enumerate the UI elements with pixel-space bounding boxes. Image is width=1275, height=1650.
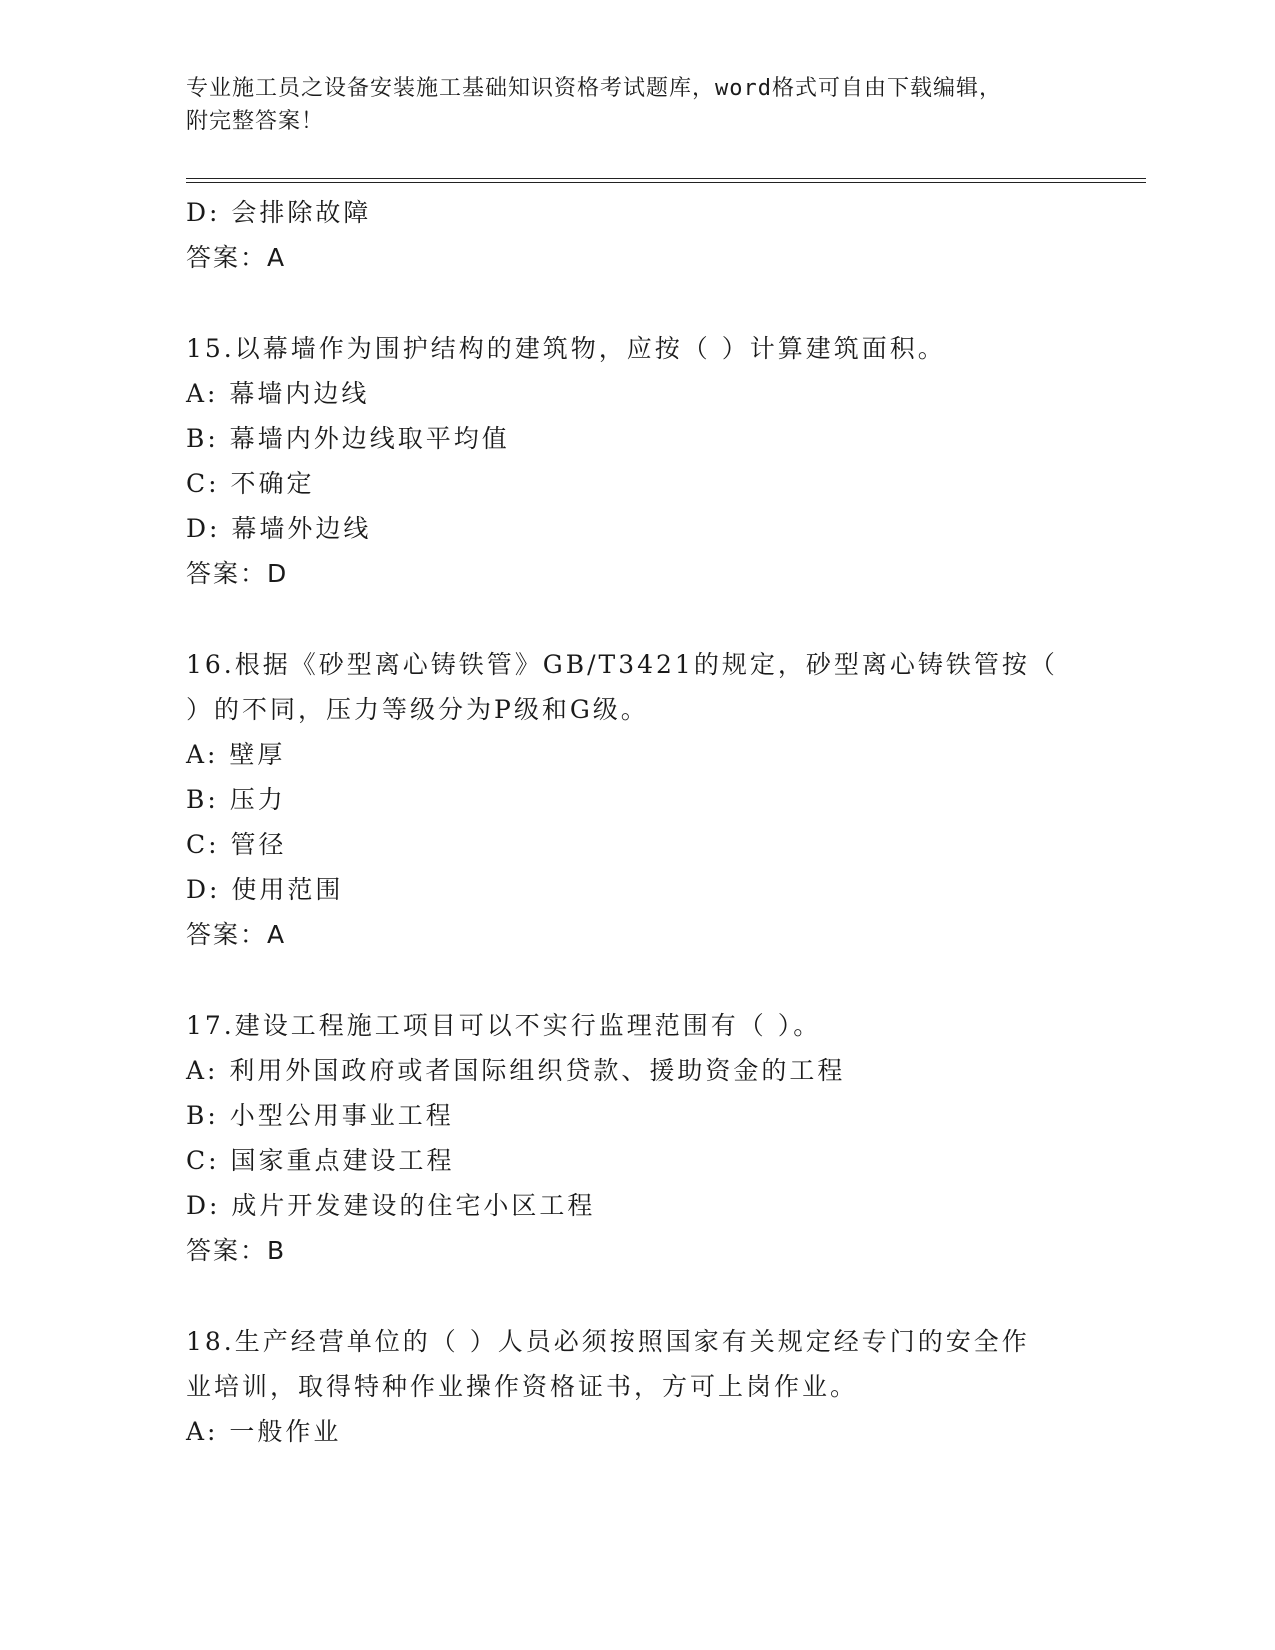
header-divider [186, 178, 1146, 183]
question-stem: 15.以幕墙作为围护结构的建筑物，应按（ ）计算建筑面积。 [186, 334, 946, 363]
option-a: A: 壁厚 [186, 740, 286, 769]
question-stem: 16.根据《砂型离心铸铁管》GB/T3421的规定，砂型离心铸铁管按（ [186, 650, 1058, 679]
question-stem: 18.生产经营单位的（ ）人员必须按照国家有关规定经专门的安全作 [186, 1327, 1030, 1356]
option-a: A: 利用外国政府或者国际组织贷款、援助资金的工程 [186, 1056, 846, 1085]
question-stem-continued: ）的不同，压力等级分为P级和G级。 [186, 695, 649, 724]
option-a: A: 幕墙内边线 [186, 379, 370, 408]
option-d: D: 成片开发建设的住宅小区工程 [186, 1191, 596, 1220]
option-d: D: 幕墙外边线 [186, 514, 372, 543]
option-b: B: 压力 [186, 785, 286, 814]
question-list [186, 190, 1146, 1454]
option-b: B: 幕墙内外边线取平均值 [186, 424, 510, 453]
question-18 [186, 1319, 1146, 1454]
question-17 [186, 1003, 1146, 1273]
option-c: C: 管径 [186, 830, 287, 859]
option-d: D: 使用范围 [186, 875, 344, 904]
header-line-2: 附完整答案！ [186, 109, 325, 134]
answer-line: 答案：B [186, 1236, 287, 1265]
option-d: D: 会排除故障 [186, 198, 372, 227]
answer-line: 答案：A [186, 243, 287, 272]
option-a: A: 一般作业 [186, 1417, 342, 1446]
header-line-1: 专业施工员之设备安装施工基础知识资格考试题库，word格式可自由下载编辑， [186, 76, 1002, 101]
question-16 [186, 642, 1146, 957]
document-page [186, 0, 1146, 1650]
option-c: C: 不确定 [186, 469, 315, 498]
question-stem-continued: 业培训，取得特种作业操作资格证书，方可上岗作业。 [186, 1372, 859, 1401]
previous-question-tail [186, 190, 1146, 280]
question-15 [186, 326, 1146, 596]
document-header [186, 72, 1046, 138]
answer-line: 答案：A [186, 920, 287, 949]
option-b: B: 小型公用事业工程 [186, 1101, 454, 1130]
question-stem: 17.建设工程施工项目可以不实行监理范围有（ ）。 [186, 1011, 822, 1040]
option-c: C: 国家重点建设工程 [186, 1146, 455, 1175]
answer-line: 答案：D [186, 559, 289, 588]
